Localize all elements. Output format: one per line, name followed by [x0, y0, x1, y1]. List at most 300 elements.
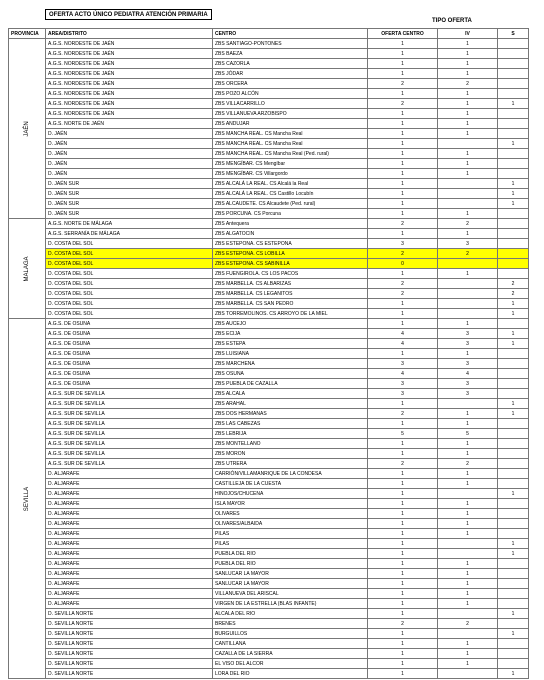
header-oferta-centro: OFERTA CENTRO — [368, 29, 438, 39]
table-row — [9, 79, 529, 89]
oferta-centro-cell: 1 — [368, 169, 438, 179]
s-cell — [498, 479, 529, 489]
table-row — [9, 539, 529, 549]
iv-cell — [438, 309, 498, 319]
table-row — [9, 629, 529, 639]
iv-cell: 1 — [438, 59, 498, 69]
centro-cell: ZBS MONTELLANO — [213, 439, 368, 449]
iv-cell: 1 — [438, 449, 498, 459]
area-distrito-cell: D. JAÉN SUR — [46, 209, 213, 219]
centro-cell: ZBS ESTEPONA. CS LOBILLA — [213, 249, 368, 259]
table-row — [9, 229, 529, 239]
table-row — [9, 479, 529, 489]
area-distrito-cell: D. SEVILLA NORTE — [46, 649, 213, 659]
table-row — [9, 639, 529, 649]
provincia-cell — [9, 39, 46, 219]
iv-cell: 3 — [438, 359, 498, 369]
s-cell — [498, 69, 529, 79]
s-cell — [498, 499, 529, 509]
iv-cell: 1 — [438, 639, 498, 649]
iv-cell: 4 — [438, 369, 498, 379]
oferta-centro-cell: 1 — [368, 349, 438, 359]
table-header-row — [9, 29, 529, 39]
s-cell: 1 — [498, 669, 529, 679]
centro-cell: ZBS SANTIAGO-PONTONES — [213, 39, 368, 49]
area-distrito-cell: D. SEVILLA NORTE — [46, 629, 213, 639]
oferta-centro-cell: 1 — [368, 229, 438, 239]
provincia-cell — [9, 319, 46, 679]
table-row — [9, 319, 529, 329]
centro-cell: ZBS ECIJA — [213, 329, 368, 339]
s-cell: 1 — [498, 99, 529, 109]
table-row — [9, 219, 529, 229]
iv-cell: 1 — [438, 169, 498, 179]
iv-cell: 2 — [438, 79, 498, 89]
area-distrito-cell: A.G.S. SUR DE SEVILLA — [46, 409, 213, 419]
header-s: S — [498, 29, 529, 39]
iv-cell — [438, 629, 498, 639]
area-distrito-cell: D. COSTA DEL SOL — [46, 289, 213, 299]
oferta-centro-cell: 4 — [368, 329, 438, 339]
s-cell — [498, 169, 529, 179]
iv-cell — [438, 549, 498, 559]
area-distrito-cell: A.G.S. SUR DE SEVILLA — [46, 449, 213, 459]
oferta-centro-cell: 2 — [368, 289, 438, 299]
oferta-centro-cell: 1 — [368, 589, 438, 599]
table-row — [9, 589, 529, 599]
area-distrito-cell: D. ALJARAFE — [46, 509, 213, 519]
oferta-centro-cell: 5 — [368, 429, 438, 439]
s-cell — [498, 509, 529, 519]
s-cell: 1 — [498, 299, 529, 309]
s-cell — [498, 369, 529, 379]
centro-cell: ZBS ALCALÁ LA REAL. CS Castillo Locubín — [213, 189, 368, 199]
iv-cell: 3 — [438, 329, 498, 339]
area-distrito-cell: D. JAÉN — [46, 159, 213, 169]
iv-cell: 1 — [438, 579, 498, 589]
iv-cell: 1 — [438, 349, 498, 359]
area-distrito-cell: A.G.S. SUR DE SEVILLA — [46, 439, 213, 449]
iv-cell: 1 — [438, 409, 498, 419]
oferta-centro-cell: 3 — [368, 359, 438, 369]
area-distrito-cell: D. ALJARAFE — [46, 519, 213, 529]
s-cell: 1 — [498, 399, 529, 409]
table-row — [9, 649, 529, 659]
s-cell — [498, 459, 529, 469]
centro-cell: ZBS MENGÍBAR. CS Villargordo — [213, 169, 368, 179]
iv-cell: 1 — [438, 319, 498, 329]
s-cell — [498, 349, 529, 359]
table-row — [9, 159, 529, 169]
iv-cell: 1 — [438, 659, 498, 669]
oferta-centro-cell: 1 — [368, 609, 438, 619]
oferta-centro-cell: 2 — [368, 79, 438, 89]
table-row — [9, 469, 529, 479]
s-cell — [498, 219, 529, 229]
table-row — [9, 139, 529, 149]
centro-cell: ZBS MORON — [213, 449, 368, 459]
centro-cell: ZBS CAZORLA — [213, 59, 368, 69]
iv-cell: 1 — [438, 509, 498, 519]
s-cell — [498, 419, 529, 429]
table-row — [9, 309, 529, 319]
oferta-centro-cell: 1 — [368, 89, 438, 99]
header-provincia: PROVINCIA — [9, 29, 46, 39]
table-row — [9, 189, 529, 199]
s-cell — [498, 59, 529, 69]
oferta-centro-cell: 1 — [368, 669, 438, 679]
area-distrito-cell: D. ALJARAFE — [46, 589, 213, 599]
s-cell: 1 — [498, 179, 529, 189]
s-cell: 1 — [498, 139, 529, 149]
table-row — [9, 129, 529, 139]
centro-cell: CANTILLANA — [213, 639, 368, 649]
table-row — [9, 259, 529, 269]
s-cell — [498, 579, 529, 589]
centro-cell: BURGUILLOS — [213, 629, 368, 639]
area-distrito-cell: A.G.S. NORDESTE DE JAÉN — [46, 79, 213, 89]
centro-cell: CASTILLEJA DE LA CUESTA — [213, 479, 368, 489]
area-distrito-cell: D. JAÉN — [46, 139, 213, 149]
oferta-centro-cell: 1 — [368, 129, 438, 139]
s-cell — [498, 89, 529, 99]
oferta-centro-cell: 4 — [368, 339, 438, 349]
iv-cell: 3 — [438, 339, 498, 349]
oferta-centro-cell: 1 — [368, 209, 438, 219]
s-cell: 1 — [498, 189, 529, 199]
s-cell — [498, 589, 529, 599]
oferta-centro-cell: 3 — [368, 389, 438, 399]
table-row — [9, 419, 529, 429]
oferta-centro-cell: 1 — [368, 639, 438, 649]
table-row — [9, 519, 529, 529]
area-distrito-cell: D. ALJARAFE — [46, 579, 213, 589]
oferta-centro-cell: 3 — [368, 379, 438, 389]
s-cell: 1 — [498, 629, 529, 639]
centro-cell: ZBS ALCALÁ LA REAL. CS Alcalá la Real — [213, 179, 368, 189]
s-cell: 1 — [498, 199, 529, 209]
iv-cell: 1 — [438, 99, 498, 109]
table-row — [9, 489, 529, 499]
area-distrito-cell: D. ALJARAFE — [46, 599, 213, 609]
area-distrito-cell: D. COSTA DEL SOL — [46, 269, 213, 279]
oferta-centro-cell: 1 — [368, 449, 438, 459]
s-cell — [498, 469, 529, 479]
area-distrito-cell: A.G.S. NORDESTE DE JAÉN — [46, 39, 213, 49]
centro-cell: SANLUCAR LA MAYOR — [213, 569, 368, 579]
oferta-centro-cell: 1 — [368, 149, 438, 159]
iv-cell: 1 — [438, 599, 498, 609]
table-row — [9, 89, 529, 99]
area-distrito-cell: D. SEVILLA NORTE — [46, 609, 213, 619]
oferta-centro-cell: 2 — [368, 619, 438, 629]
centro-cell: ZBS MARBELLA. CS SAN PEDRO — [213, 299, 368, 309]
oferta-centro-cell: 1 — [368, 419, 438, 429]
centro-cell: VIRGEN DE LA ESTRELLA (BLAS INFANTE) — [213, 599, 368, 609]
header-centro: CENTRO — [213, 29, 368, 39]
oferta-centro-cell: 1 — [368, 599, 438, 609]
oferta-centro-cell: 1 — [368, 509, 438, 519]
centro-cell: ZBS ORCERA — [213, 79, 368, 89]
oferta-centro-cell: 1 — [368, 49, 438, 59]
iv-cell: 2 — [438, 459, 498, 469]
iv-cell — [438, 199, 498, 209]
iv-cell: 1 — [438, 529, 498, 539]
iv-cell — [438, 299, 498, 309]
centro-cell: ZBS ANDUJAR — [213, 119, 368, 129]
iv-cell: 1 — [438, 89, 498, 99]
oferta-centro-cell: 1 — [368, 199, 438, 209]
centro-cell: ZBS ESTEPA — [213, 339, 368, 349]
iv-cell: 1 — [438, 149, 498, 159]
centro-cell: ZBS ALCAUDETE. CS Alcaudete (Ped. rural) — [213, 199, 368, 209]
oferta-centro-cell: 1 — [368, 119, 438, 129]
oferta-centro-cell: 2 — [368, 99, 438, 109]
centro-cell: ZBS LUISIANA — [213, 349, 368, 359]
iv-cell — [438, 609, 498, 619]
oferta-centro-cell: 1 — [368, 309, 438, 319]
centro-cell: ZBS VILLANUEVA ARZOBISPO — [213, 109, 368, 119]
centro-cell: ZBS OSUNA — [213, 369, 368, 379]
area-distrito-cell: D. JAÉN SUR — [46, 199, 213, 209]
oferta-centro-cell: 1 — [368, 579, 438, 589]
table-row — [9, 329, 529, 339]
area-distrito-cell: A.G.S. DE OSUNA — [46, 379, 213, 389]
s-cell — [498, 379, 529, 389]
centro-cell: PUEBLA DEL RIO — [213, 549, 368, 559]
centro-cell: ZBS MARCHENA — [213, 359, 368, 369]
area-distrito-cell: D. ALJARAFE — [46, 489, 213, 499]
centro-cell: OLIVARES/ALBAIDA — [213, 519, 368, 529]
centro-cell: ZBS MANCHA REAL. CS Mancha Real (Ped. rural) — [213, 149, 368, 159]
oferta-centro-cell: 1 — [368, 189, 438, 199]
iv-cell: 1 — [438, 469, 498, 479]
table-body — [9, 39, 529, 679]
oferta-centro-cell: 1 — [368, 59, 438, 69]
table-row — [9, 299, 529, 309]
table-row — [9, 579, 529, 589]
iv-cell: 2 — [438, 619, 498, 629]
iv-cell: 5 — [438, 429, 498, 439]
centro-cell: HINOJOS/CHUCENA — [213, 489, 368, 499]
iv-cell — [438, 139, 498, 149]
s-cell — [498, 389, 529, 399]
iv-cell: 1 — [438, 439, 498, 449]
provincia-cell — [9, 219, 46, 319]
iv-cell: 3 — [438, 239, 498, 249]
table-row — [9, 349, 529, 359]
table-row — [9, 559, 529, 569]
table-row — [9, 209, 529, 219]
s-cell — [498, 569, 529, 579]
s-cell: 2 — [498, 279, 529, 289]
table-row — [9, 459, 529, 469]
area-distrito-cell: D. SEVILLA NORTE — [46, 639, 213, 649]
centro-cell: OLIVARES — [213, 509, 368, 519]
iv-cell: 1 — [438, 119, 498, 129]
header-area-distrito: AREA/DISTRITO — [46, 29, 213, 39]
table-row — [9, 99, 529, 109]
s-cell — [498, 449, 529, 459]
table-row — [9, 279, 529, 289]
oferta-centro-cell: 1 — [368, 469, 438, 479]
s-cell — [498, 359, 529, 369]
table-row — [9, 549, 529, 559]
iv-cell: 1 — [438, 499, 498, 509]
area-distrito-cell: A.G.S. DE OSUNA — [46, 349, 213, 359]
iv-cell: 2 — [438, 219, 498, 229]
s-cell — [498, 649, 529, 659]
area-distrito-cell: D. JAÉN SUR — [46, 179, 213, 189]
area-distrito-cell: D. COSTA DEL SOL — [46, 249, 213, 259]
s-cell — [498, 439, 529, 449]
header-iv: IV — [438, 29, 498, 39]
oferta-centro-cell: 1 — [368, 439, 438, 449]
s-cell — [498, 619, 529, 629]
area-distrito-cell: D. JAÉN SUR — [46, 189, 213, 199]
oferta-centro-cell: 2 — [368, 249, 438, 259]
centro-cell: BRENES — [213, 619, 368, 629]
iv-cell — [438, 289, 498, 299]
oferta-centro-cell: 1 — [368, 659, 438, 669]
table-row — [9, 119, 529, 129]
table-row — [9, 499, 529, 509]
area-distrito-cell: D. COSTA DEL SOL — [46, 309, 213, 319]
oferta-centro-cell: 2 — [368, 409, 438, 419]
oferta-table — [8, 28, 529, 679]
area-distrito-cell: D. ALJARAFE — [46, 559, 213, 569]
s-cell — [498, 529, 529, 539]
iv-cell: 1 — [438, 589, 498, 599]
centro-cell: ZBS ALCALA — [213, 389, 368, 399]
area-distrito-cell: A.G.S. NORDESTE DE JAÉN — [46, 59, 213, 69]
centro-cell: LORA DEL RIO — [213, 669, 368, 679]
centro-cell: ZBS ARAHAL — [213, 399, 368, 409]
oferta-centro-cell: 1 — [368, 529, 438, 539]
iv-cell: 1 — [438, 559, 498, 569]
centro-cell: ZBS TORREMOLINOS. CS ARROYO DE LA MIEL — [213, 309, 368, 319]
area-distrito-cell: D. ALJARAFE — [46, 529, 213, 539]
area-distrito-cell: A.G.S. NORDESTE DE JAÉN — [46, 49, 213, 59]
area-distrito-cell: A.G.S. NORTE DE MÁLAGA — [46, 219, 213, 229]
s-cell: 2 — [498, 289, 529, 299]
centro-cell: CAZALLA DE LA SIERRA — [213, 649, 368, 659]
s-cell — [498, 519, 529, 529]
oferta-centro-cell: 1 — [368, 159, 438, 169]
oferta-centro-cell: 1 — [368, 559, 438, 569]
centro-cell: ZBS PUEBLA DE CAZALLA — [213, 379, 368, 389]
oferta-centro-cell: 1 — [368, 109, 438, 119]
table-row — [9, 669, 529, 679]
table-row — [9, 609, 529, 619]
s-cell — [498, 259, 529, 269]
area-distrito-cell: A.G.S. DE OSUNA — [46, 359, 213, 369]
table-row — [9, 429, 529, 439]
area-distrito-cell: D. ALJARAFE — [46, 479, 213, 489]
s-cell — [498, 129, 529, 139]
centro-cell: ZBS MARBELLA. CS ALBARIZAS — [213, 279, 368, 289]
iv-cell — [438, 539, 498, 549]
provincia-label: SEVILLA — [24, 486, 30, 511]
s-cell — [498, 249, 529, 259]
centro-cell: PILAS — [213, 529, 368, 539]
oferta-centro-cell: 4 — [368, 369, 438, 379]
centro-cell: PILAS — [213, 539, 368, 549]
centro-cell: SANLUCAR LA MAYOR — [213, 579, 368, 589]
s-cell — [498, 209, 529, 219]
centro-cell: ZBS MENGÍBAR. CS Mengíbar — [213, 159, 368, 169]
document-title: OFERTA ACTO ÚNICO PEDIATRA ATENCIÓN PRIMARIA — [45, 9, 212, 20]
oferta-centro-cell: 3 — [368, 239, 438, 249]
oferta-centro-cell: 1 — [368, 549, 438, 559]
table-row — [9, 269, 529, 279]
area-distrito-cell: A.G.S. NORTE DE JAÉN — [46, 119, 213, 129]
table-row — [9, 389, 529, 399]
area-distrito-cell: D. COSTA DEL SOL — [46, 239, 213, 249]
oferta-centro-cell: 1 — [368, 299, 438, 309]
s-cell: 1 — [498, 409, 529, 419]
centro-cell: CARRIÓN/VILLAMANRIQUE DE LA CONDESA — [213, 469, 368, 479]
s-cell — [498, 229, 529, 239]
table-row — [9, 59, 529, 69]
area-distrito-cell: D. ALJARAFE — [46, 499, 213, 509]
area-distrito-cell: D. SEVILLA NORTE — [46, 659, 213, 669]
centro-cell: ZBS LAS CABEZAS — [213, 419, 368, 429]
oferta-centro-cell: 1 — [368, 499, 438, 509]
oferta-centro-cell: 1 — [368, 479, 438, 489]
centro-cell: ZBS DOS HERMANAS — [213, 409, 368, 419]
oferta-centro-cell: 1 — [368, 39, 438, 49]
oferta-centro-cell: 1 — [368, 139, 438, 149]
centro-cell: ZBS ESTEPONA. CS ESTEPONA — [213, 239, 368, 249]
centro-cell: ZBS BAEZA — [213, 49, 368, 59]
s-cell — [498, 49, 529, 59]
iv-cell: 1 — [438, 159, 498, 169]
area-distrito-cell: A.G.S. NORDESTE DE JAÉN — [46, 69, 213, 79]
s-cell — [498, 599, 529, 609]
iv-cell: 1 — [438, 49, 498, 59]
centro-cell: ZBS MANCHA REAL. CS Mancha Real — [213, 139, 368, 149]
area-distrito-cell: A.G.S. SERRANÍA DE MÁLAGA — [46, 229, 213, 239]
iv-cell: 3 — [438, 379, 498, 389]
table-row — [9, 599, 529, 609]
centro-cell: ZBS MARBELLA. CS LEGANITOS — [213, 289, 368, 299]
area-distrito-cell: A.G.S. SUR DE SEVILLA — [46, 429, 213, 439]
tipo-oferta-label: TIPO OFERTA — [432, 18, 472, 24]
table-row — [9, 69, 529, 79]
centro-cell: ZBS ESTEPONA. CS SABINILLA — [213, 259, 368, 269]
table-row — [9, 399, 529, 409]
area-distrito-cell: A.G.S. DE OSUNA — [46, 369, 213, 379]
centro-cell: ZBS AUCEJO — [213, 319, 368, 329]
iv-cell: 1 — [438, 569, 498, 579]
oferta-centro-cell: 1 — [368, 489, 438, 499]
table-row — [9, 439, 529, 449]
centro-cell: ZBS MANCHA REAL. CS Mancha Real — [213, 129, 368, 139]
oferta-centro-cell: 2 — [368, 459, 438, 469]
oferta-centro-cell: 1 — [368, 569, 438, 579]
area-distrito-cell: D. COSTA DEL SOL — [46, 299, 213, 309]
s-cell — [498, 659, 529, 669]
s-cell — [498, 159, 529, 169]
centro-cell: ZBS LEBRIJA — [213, 429, 368, 439]
table-row — [9, 359, 529, 369]
s-cell — [498, 39, 529, 49]
area-distrito-cell: D. JAÉN — [46, 129, 213, 139]
centro-cell: ISLA MAYOR — [213, 499, 368, 509]
table-row — [9, 619, 529, 629]
iv-cell: 2 — [438, 249, 498, 259]
